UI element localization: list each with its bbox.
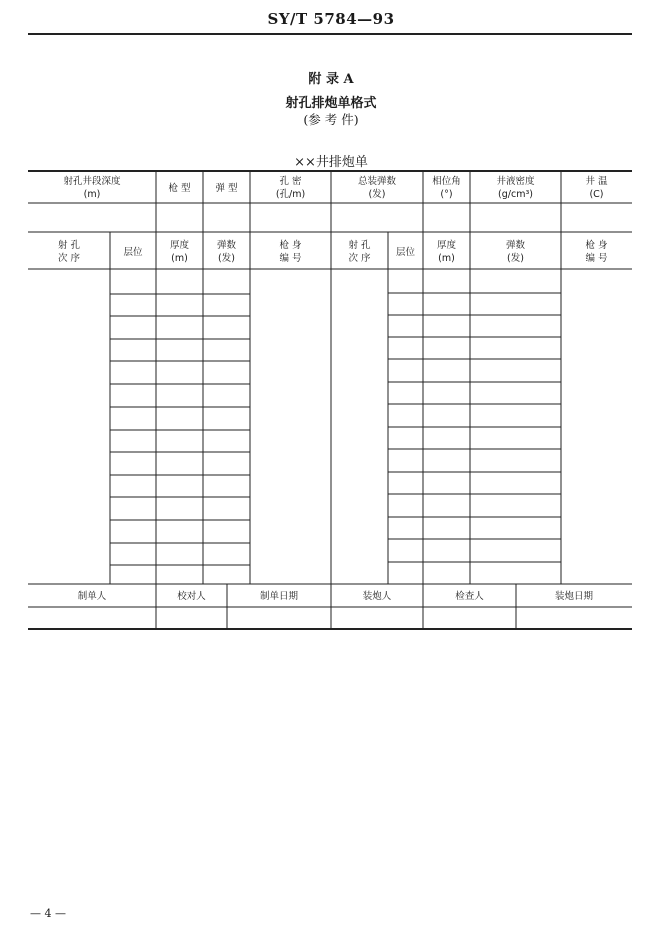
top-header-cell: 井液密度: [496, 176, 535, 187]
detail-header-cell: (m): [171, 253, 188, 264]
detail-header-cell: 射 孔: [57, 240, 81, 251]
top-header-cell: 枪 型: [168, 183, 191, 194]
detail-header-cell: (m): [438, 253, 455, 264]
top-header-cell: 弹 型: [215, 183, 238, 194]
detail-header-cell: 次 序: [57, 253, 81, 264]
top-header-cell: (m): [83, 189, 101, 200]
detail-header-cell: 厚度: [436, 240, 457, 251]
footer-header-cell: 检查人: [455, 591, 484, 602]
top-header-cell: 孔 密: [279, 176, 302, 187]
detail-header-cell: (发): [218, 253, 235, 264]
standard-code: SY/T 5784—93: [267, 10, 395, 28]
top-header-cell: 总装弹数: [357, 176, 397, 187]
detail-header-cell: 层位: [395, 247, 416, 258]
detail-header-cell: (发): [507, 253, 524, 264]
detail-header-cell: 编 号: [279, 253, 302, 264]
detail-header-cell: 弹数: [505, 240, 526, 251]
top-header-cell: 井 温: [585, 176, 608, 187]
footer-header-cell: 校对人: [177, 591, 206, 602]
detail-header-cell: 次 序: [348, 253, 371, 264]
footer-header-cell: 装炮人: [362, 591, 392, 602]
footer-header-cell: 制单日期: [259, 591, 299, 602]
detail-header-cell: 编 号: [585, 253, 608, 264]
detail-header-cell: 弹数: [216, 240, 237, 251]
page-number: — 4 —: [30, 907, 66, 920]
top-header-cell: (C): [589, 189, 604, 200]
top-header-cell: 相位角: [432, 176, 461, 187]
top-header-cell: (孔/m): [275, 189, 306, 200]
footer-header-cell: 装炮日期: [554, 591, 594, 602]
detail-header-cell: 厚度: [169, 240, 190, 251]
top-header-cell: (发): [368, 189, 386, 200]
top-header-cell: (°): [440, 189, 453, 200]
top-header-cell: (g/cm³): [498, 189, 533, 200]
detail-header-cell: 枪 身: [279, 240, 302, 251]
appendix-subtitle: 射孔排炮单格式: [285, 96, 377, 111]
detail-header-cell: 枪 身: [585, 240, 608, 251]
detail-header-cell: 射 孔: [348, 240, 371, 251]
detail-header-cell: 层位: [123, 247, 143, 258]
form-title: ××井排炮单: [294, 155, 368, 170]
footer-header-cell: 制单人: [77, 591, 107, 602]
appendix-reference-note: (参 考 件): [303, 112, 359, 127]
appendix-title: 附 录 A: [308, 72, 354, 87]
top-header-cell: 射孔井段深度: [63, 176, 121, 187]
